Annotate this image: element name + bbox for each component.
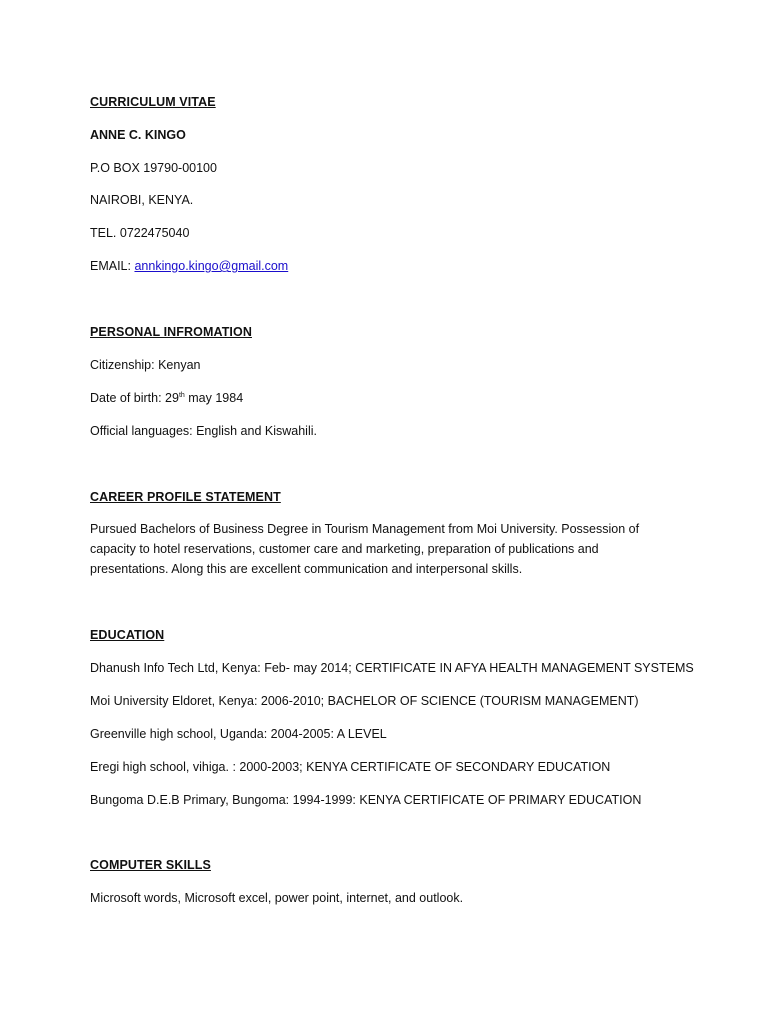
document-title: CURRICULUM VITAE <box>90 95 216 109</box>
education-item: Eregi high school, vihiga. : 2000-2003; KENYA CERTIFICATE OF SECONDARY EDUCATION <box>90 760 611 774</box>
dob-prefix: Date of birth: 29 <box>90 391 179 405</box>
education-heading: EDUCATION <box>90 628 165 642</box>
dob-suffix: may 1984 <box>184 391 244 405</box>
education-item: Bungoma D.E.B Primary, Bungoma: 1994-1999: KENYA CERTIFICATE OF PRIMARY EDUCATION <box>90 793 642 807</box>
telephone: TEL. 0722475040 <box>90 226 190 240</box>
email-row <box>90 258 288 274</box>
education-item: Dhanush Info Tech Ltd, Kenya: Feb- may 2014; CERTIFICATE IN AFYA HEALTH MANAGEMENT SYSTEMS <box>90 661 694 675</box>
address-line-2: NAIROBI, KENYA. <box>90 193 194 207</box>
education-item: Moi University Eldoret, Kenya: 2006-2010; BACHELOR OF SCIENCE (TOURISM MANAGEMENT) <box>90 694 639 708</box>
personal-information-heading: PERSONAL INFROMATION <box>90 325 252 339</box>
address-line-1: P.O BOX 19790-00100 <box>90 161 217 175</box>
computer-skills-list: Microsoft words, Microsoft excel, power point, internet, and outlook. <box>90 891 464 905</box>
citizenship: Citizenship: Kenyan <box>90 358 201 372</box>
applicant-name: ANNE C. KINGO <box>90 128 186 142</box>
email-label: EMAIL: <box>90 259 135 273</box>
career-profile-heading: CAREER PROFILE STATEMENT <box>90 490 281 504</box>
computer-skills-heading: COMPUTER SKILLS <box>90 858 211 872</box>
official-languages: Official languages: English and Kiswahili. <box>90 424 317 438</box>
career-profile-statement: Pursued Bachelors of Business Degree in Tourism Management from Moi University. Possession of capacity to hotel reservations, customer care and marketing, preparation of publications and presentations. Along this are excellent communication and interpersonal skills. <box>90 522 640 576</box>
education-item: Greenville high school, Uganda: 2004-2005: A LEVEL <box>90 727 387 741</box>
cv-page <box>90 0 694 1024</box>
date-of-birth <box>90 390 243 406</box>
email-link[interactable]: annkingo.kingo@gmail.com <box>134 259 289 273</box>
dob-superscript: th <box>178 391 185 399</box>
